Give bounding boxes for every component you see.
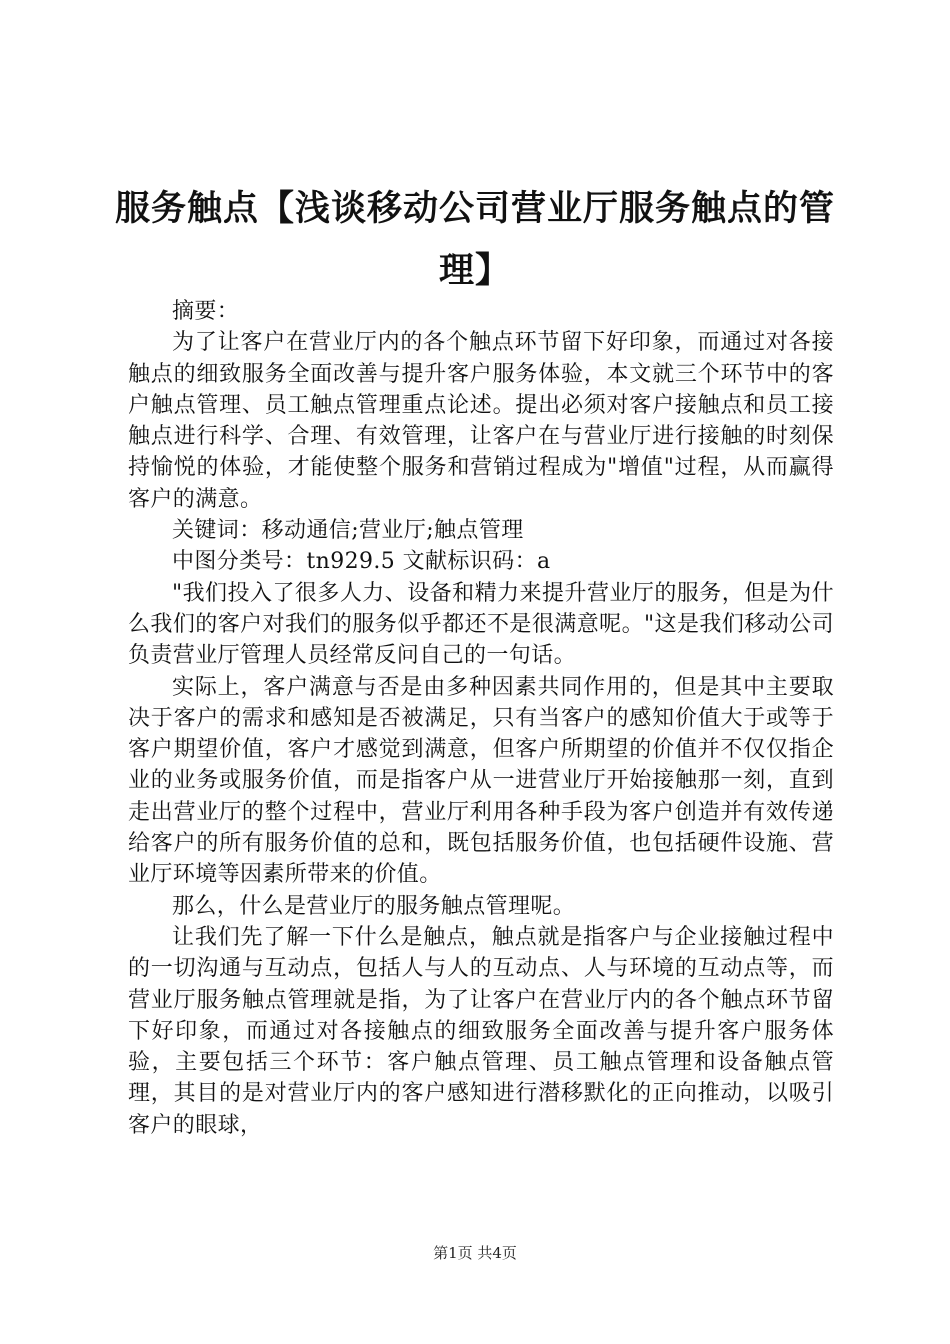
abstract-paragraph: 为了让客户在营业厅内的各个触点环节留下好印象，而通过对各接触点的细致服务全面改善与提升客户服务体验，本文就三个环节中的客户触点管理、员工触点管理重点论述。提出必须对客户接触点和员工接触点进行科学、合理、有效管理，让客户在与营业厅进行接触的时刻保持愉悦的体验，才能使整个服务和营销过程成为"增值"过程，从而赢得客户的满意。 bbox=[128, 330, 834, 512]
document-title: 服务触点【浅谈移动公司营业厅服务触点的管理】 bbox=[114, 189, 835, 291]
keywords-line: 关键词：移动通信;营业厅;触点管理 bbox=[172, 518, 524, 544]
abstract-heading: 摘要： bbox=[172, 299, 240, 324]
body-paragraph: 让我们先了解一下什么是触点，触点就是指客户与企业接触过程中的一切沟通与互动点，包括人与人的互动点、人与环境的互动点等，而营业厅服务触点管理就是指，为了让客户在营业厅内的各个触点环节留下好印象，而通过对各接触点的细致服务全面改善与提升客户服务体验，主要包括三个环节：客户触点管理、员工触点管理和设备触点管理，其目的是对营业厅内的客户感知进行潜移默化的正向推动，以吸引客户的眼球， bbox=[128, 924, 834, 1138]
page-footer: 第1页 共4页 bbox=[433, 1244, 517, 1262]
body-paragraph: "我们投入了很多人力、设备和精力来提升营业厅的服务，但是为什么我们的客户对我们的服务似乎都还不是很满意呢。"这是我们移动公司负责营业厅管理人员经常反问自己的一句话。 bbox=[128, 580, 834, 669]
body-paragraph: 那么，什么是营业厅的服务触点管理呢。 bbox=[172, 893, 576, 919]
body-paragraph: 实际上，客户满意与否是由多种因素共同作用的，但是其中主要取决于客户的需求和感知是否被满足，只有当客户的感知价值大于或等于客户期望价值，客户才感觉到满意，但客户所期望的价值并不仅仅指企业的业务或服务价值，而是指客户从一进营业厅开始接触那一刻，直到走出营业厅的整个过程中，营业厅利用各种手段为客户创造并有效传递给客户的所有服务价值的总和，既包括服务价值，也包括硬件设施、营业厅环境等因素所带来的价值。 bbox=[128, 674, 834, 888]
classification-line: 中图分类号：tn929.5 文献标识码：a bbox=[172, 549, 551, 575]
document-body bbox=[128, 296, 834, 1141]
